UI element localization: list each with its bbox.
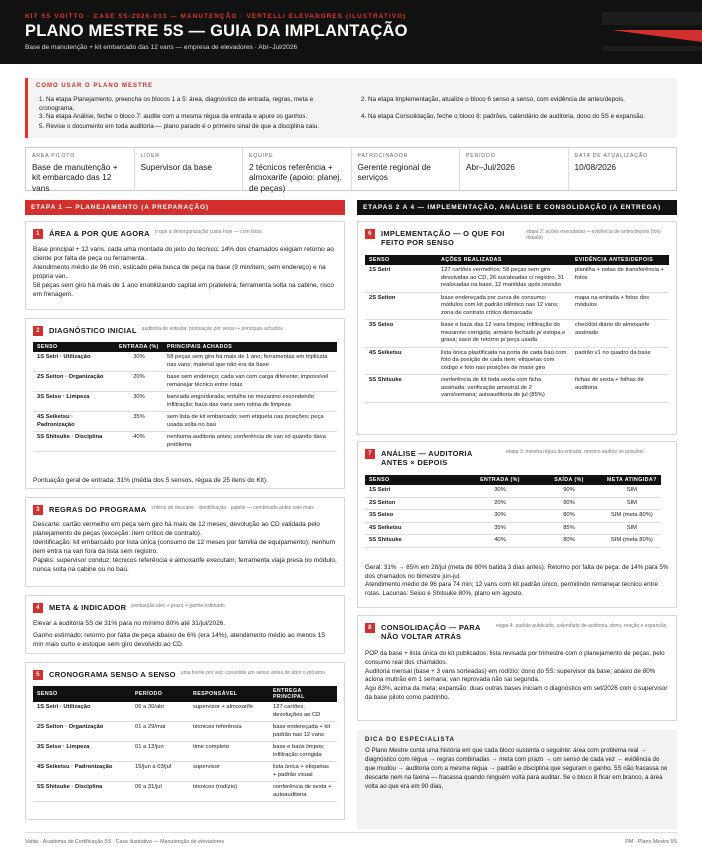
table-cell: 127 cartões; devoluções ao CD — [269, 702, 337, 722]
table-row — [365, 292, 669, 320]
page-subtitle: Base de manutenção + kit embarcado das 12 vans — empresa de elevadores · Abr–Jul/2026 — [25, 44, 298, 51]
table-cell: 30% — [115, 352, 163, 372]
table-row — [33, 392, 337, 412]
table-cell: supervisor — [189, 762, 269, 782]
table-cell: conferência de sexta + autoauditoria — [269, 782, 337, 802]
text: Geral: 31% → 85% em 28/jul (meta de 80% batida 3 dias antes). Retorno por falta de peça: de 14% para 5% dos chamados no bimestre jun-jul. — [365, 564, 669, 580]
meta-period — [460, 148, 569, 190]
table-row — [365, 522, 661, 535]
table-cell: 01 a 12/jun — [131, 742, 189, 762]
block-diagnosis — [25, 318, 345, 489]
table-cell: SIM — [603, 522, 661, 535]
table-header: SENSO — [33, 686, 131, 702]
table-header: META ATINGIDA? — [603, 475, 661, 485]
text: POP da base + lista única do kit publicados; lista revisada por trimestre com o planejamento de peças, pelo consumo real dos chamados. — [365, 650, 665, 666]
page-title: PLANO MESTRE 5S — GUIA DA IMPLANTAÇÃO — [25, 22, 408, 40]
block-number: 6 — [365, 229, 375, 239]
text: Auditoria mensal (base + 3 vans sorteadas) em rodízio; dono do 5S: supervisor da base; abaixo de 80% aciona mutirão em 1 semana; van reprovada não sai segunda. — [365, 667, 656, 684]
table-row — [365, 320, 669, 348]
table-cell: 5S Shitsuke — [365, 375, 437, 403]
text: Base de manutenção + kit embarcado das 12 vans — [32, 162, 118, 193]
table-cell: 1S Seiri · Utilização — [33, 352, 115, 372]
meta-leader — [135, 148, 244, 190]
block-number: 2 — [33, 326, 43, 336]
how-to-heading: COMO USAR O PLANO MESTRE — [36, 83, 154, 89]
block-number: 7 — [365, 449, 375, 459]
block-analysis — [357, 441, 677, 608]
text: critério de descarte · identificação · papéis — combinado antes vale mais — [151, 505, 314, 511]
table-cell: 20% — [115, 372, 163, 392]
table-header: ENTREGA PRINCIPAL — [269, 686, 337, 702]
footer-right: PM · Plano Mestre 5S — [625, 839, 677, 845]
table-cell: time completo — [189, 742, 269, 762]
block-area — [25, 221, 345, 310]
text: Supervisor da base — [140, 162, 212, 172]
table-row — [33, 782, 337, 802]
table-row — [33, 352, 337, 372]
block-number: 5 — [33, 670, 43, 680]
expert-tip-text: O Plano Mestre conta uma história em que cada bloco sustenta o seguinte: área com problema real → diagnóstico com régua → regras combinadas → meta com prazo → um senso de cada vez → evidência do que mudou → auditoria com a mesma régua → padrão e disciplina que seguram o ganho. 5S não fracassa no descarte nem na faxina — fracassa quando ninguém volta para auditar. Se o bloco 8 ficar em branco, a área volta ao que era em 90 dias. — [365, 747, 668, 790]
table-cell: 35% — [465, 522, 535, 535]
text: REGRAS DO PROGRAMA — [49, 505, 147, 514]
block-number: 8 — [365, 623, 375, 633]
table-cell: 90% — [535, 497, 603, 510]
meta-update-date — [569, 148, 677, 190]
table-cell: 80% — [535, 510, 603, 523]
table-cell: 1S Seiri · Utilização — [33, 702, 131, 722]
text: LÍDER — [140, 153, 160, 159]
header-decoration — [582, 0, 702, 64]
text: Atendimento médio de 96 para 74 min; 12 vans com kit padrão único, permitindo remanejar técnico entre rotas. Lacunas: Seiso e Shitsuke 80%, plano em agosto. — [365, 581, 658, 597]
table-row — [33, 722, 337, 742]
text: Gerente regional de serviços — [357, 162, 431, 183]
table-cell: padrão v1 no quadro da base — [571, 347, 669, 375]
page-footer — [25, 832, 677, 845]
text: 58 peças sem giro há mais de 1 ano imobilizando capital em prateleira; ferramenta solta na cabine, risco em frenagem. — [33, 282, 334, 298]
table-cell: 40% — [115, 432, 163, 452]
table-cell: base endereçada + kit padrão nas 12 vans — [269, 722, 337, 742]
table-cell: fichas de sexta + folhas de auditoria — [571, 375, 669, 403]
table-cell: 2S Seiton — [365, 292, 437, 320]
text: Descarte: cartão vermelho em peça sem giro há mais de 12 meses; devolução ao CD validada pelo planejamento de peças (exceção: item crítico de contrato). — [33, 521, 320, 537]
table-row — [33, 702, 337, 722]
table-cell: base e baús limpos; infiltração corrigida — [269, 742, 337, 762]
table-row — [365, 535, 661, 548]
table-cell: base e baús das 12 vans limpos; infiltração do mezanino corrigida; armário fechado p/ estopa e graxa; saco de retorno p/ peça usada — [437, 320, 571, 348]
table-cell: 30% — [115, 392, 163, 412]
expert-tip-heading: DICA DO ESPECIALISTA — [365, 737, 456, 743]
table-cell: 5S Shitsuke · Disciplina — [33, 782, 131, 802]
table-row — [365, 375, 669, 403]
text: etapa 2: ações executadas + evidência de antes/depois (foto datada) — [526, 229, 661, 241]
implementation-table — [365, 255, 669, 403]
diagnosis-table — [33, 342, 337, 452]
text: EQUIPE — [249, 153, 274, 159]
table-cell: 2S Seiton · Organização — [33, 722, 131, 742]
page-header — [0, 0, 702, 64]
table-cell: mapa na entrada + fotos dos módulos — [571, 292, 669, 320]
text: etapa 4: padrão publicado, calendário de auditoria, dono, reação e expansão — [496, 623, 667, 629]
text: Identificação: kit embarcado por lista única (consumo de 12 meses por família de equipamento); nenhum item entra na van fora da lista sem registro. — [33, 539, 336, 555]
block-number: 3 — [33, 505, 43, 515]
table-cell: 15/jun a 03/jul — [131, 762, 189, 782]
how-to-item: 1. Na etapa Planejamento, preencha os blocos 1 a 5: área, diagnóstico de entrada, regras, meta e cronograma. — [39, 96, 314, 112]
table-cell: checklist diário do almoxarife assinado — [571, 320, 669, 348]
table-cell: 90% — [535, 485, 603, 497]
text: pontuação alvo + prazo + ganho estimado — [131, 603, 225, 609]
table-header: PERÍODO — [131, 686, 189, 702]
how-to-item: 3. Na etapa Análise, feche o bloco 7: audite com a mesma régua da entrada e apure os ganhos. — [39, 113, 308, 120]
text: ÁREA & POR QUE AGORA — [49, 229, 150, 238]
table-row — [365, 485, 661, 497]
table-cell: 3S Seiso — [365, 320, 437, 348]
table-cell: 3S Seiso · Limpeza — [33, 392, 115, 412]
text: ÁREA PILOTO — [32, 153, 76, 159]
schedule-table — [33, 686, 337, 802]
table-row — [33, 432, 337, 452]
text: o que a desorganização custa hoje — com fatos — [154, 229, 262, 235]
table-header: SAÍDA (%) — [535, 475, 603, 485]
text: ANÁLISE — AUDITORIA ANTES × DEPOIS — [381, 449, 473, 467]
table-cell: SIM — [603, 485, 661, 497]
table-cell: 58 peças sem giro há mais de 1 ano; ferramentas em triplicata nas vans; material que não era da base — [163, 352, 337, 372]
table-cell: 1S Seiri — [365, 485, 465, 497]
table-header: AÇÕES REALIZADAS — [437, 255, 571, 265]
table-cell: 2S Seiton — [365, 497, 465, 510]
block-goal — [25, 595, 345, 654]
table-row — [33, 412, 337, 432]
how-to-box — [25, 78, 677, 138]
table-cell: base sem endereço; cada van com carga diferente; impossível remanejar técnico entre rotas — [163, 372, 337, 392]
table-row — [365, 497, 661, 510]
table-cell: 06 a 31/jul — [131, 782, 189, 802]
text: uma frente por vez: consolide um senso antes de abrir o próximo — [180, 670, 325, 676]
stage1-bar: ETAPA 1 — PLANEJAMENTO (A PREPARAÇÃO) — [25, 200, 345, 215]
block-number: 1 — [33, 229, 43, 239]
text: DIAGNÓSTICO INICIAL — [49, 326, 137, 335]
table-cell: 1S Seiri — [365, 265, 437, 292]
table-header: SENSO — [33, 342, 115, 352]
expert-tip — [357, 730, 677, 829]
table-cell: 3S Seiso · Limpeza — [33, 742, 131, 762]
table-cell: 4S Seiketsu · Padronização — [33, 412, 115, 432]
text: PERÍODO — [466, 153, 496, 159]
table-cell: SIM (meta 80%) — [603, 510, 661, 523]
table-header: EVIDÊNCIA ANTES/DEPOIS — [571, 255, 669, 265]
table-cell: planilha + notas de transferência + fotos — [571, 265, 669, 292]
text: auditoria de entrada: pontuação por senso + principais achados — [141, 326, 283, 332]
analysis-table — [365, 475, 661, 548]
how-to-item: 4. Na etapa Consolidação, feche o bloco 8: padrões, calendário de auditoria, dono do 5S e expansão. — [361, 113, 645, 120]
table-cell: 4S Seiketsu · Padronização — [33, 762, 131, 782]
text: Ago 83%, acima da meta; expansão: duas outras bases iniciam o diagnóstico em set/2026 com o supervisor da base piloto como padrinho. — [365, 685, 668, 701]
table-cell: SIM (meta 80%) — [603, 535, 661, 548]
table-cell: conferência de kit toda sexta com ficha assinada; verificação amostral de 2 vans/semana; autoauditoria de jul (85%) — [437, 375, 571, 403]
table-cell: 20% — [465, 497, 535, 510]
text: Papéis: supervisor conduz; técnicos referência e almoxarife executam; ferramenta viaja presa no módulo, nunca solta na cabine ou no baú. — [33, 557, 337, 573]
table-cell: 2S Seiton · Organização — [33, 372, 115, 392]
table-row — [33, 762, 337, 782]
meta-sponsor — [352, 148, 461, 190]
table-cell: 40% — [465, 535, 535, 548]
table-cell: SIM — [603, 497, 661, 510]
table-cell: lista única plastificada na porta de cada baú com foto da posição de cada item; etiquetas com código e foto nas posições de maior giro — [437, 347, 571, 375]
table-cell: 3S Seiso — [365, 510, 465, 523]
table-cell: 85% — [535, 522, 603, 535]
block-implementation — [357, 221, 677, 435]
block-schedule — [25, 662, 345, 820]
text: PATROCINADOR — [357, 153, 409, 159]
text: 10/08/2026 — [574, 162, 617, 172]
table-cell: lista única + etiquetas + padrão visual — [269, 762, 337, 782]
text: DATA DE ATUALIZAÇÃO — [574, 153, 648, 159]
text: Elevar a auditoria 5S de 31% para no mínimo 80% até 31/jul/2026. — [33, 620, 226, 627]
table-cell: 4S Seiketsu — [365, 522, 465, 535]
text: Abr–Jul/2026 — [466, 162, 515, 172]
text: META & INDICADOR — [49, 603, 127, 612]
header-kicker: KIT 5S VOITTO · CASE 5S-2026-013 — MANUTENÇÃO · VERTELLI ELEVADORES (ILUSTRATIVO) — [25, 13, 407, 20]
block-rules — [25, 497, 345, 587]
table-header: SENSO — [365, 255, 437, 265]
table-row — [365, 265, 669, 292]
how-to-item: 5. Revise o documento em toda auditoria — plano parado é o primeiro sinal de que a disciplina caiu. — [39, 123, 320, 130]
text: Atendimento médio de 96 min, esticado pela busca de peça na base (9 min/item, sem endereço) e na própria van. — [33, 264, 326, 280]
text: 2 técnicos referência + almoxarife (apoio: planej. de peças) — [249, 162, 342, 193]
table-cell: 127 cartões vermelhos: 58 peças sem giro devolvidas ao CD, 26 sucateadas c/ registro, 31 realocadas na base, 12 mantidas após revisão — [437, 265, 571, 292]
table-cell: 30% — [465, 485, 535, 497]
table-cell: técnicos (rodízio) — [189, 782, 269, 802]
block-number: 4 — [33, 603, 43, 613]
text: CONSOLIDAÇÃO — PARA NÃO VOLTAR ATRÁS — [381, 623, 481, 641]
table-row — [365, 510, 661, 523]
table-cell: 5S Shitsuke — [365, 535, 465, 548]
table-row — [33, 742, 337, 762]
table-header: SENSO — [365, 475, 465, 485]
table-cell: 06 a 30/abr — [131, 702, 189, 722]
table-cell: técnicos referência — [189, 722, 269, 742]
text: etapa 3: mesma régua da entrada, mesmo auditor se possível — [506, 449, 644, 455]
text: CRONOGRAMA SENSO A SENSO — [49, 670, 176, 679]
table-cell: 5S Shitsuke · Disciplina — [33, 432, 115, 452]
text: Base principal + 12 vans, cada uma montada do jeito do técnico: 14% dos chamados exigiam retorno ao cliente por falta de peça ou ferramenta. — [33, 246, 334, 262]
stage2-bar: ETAPAS 2 A 4 — IMPLEMENTAÇÃO, ANÁLISE E CONSOLIDAÇÃO (A ENTREGA) — [357, 200, 677, 215]
table-header: PRINCIPAIS ACHADOS — [163, 342, 337, 352]
project-meta — [25, 147, 677, 191]
how-to-item: 2. Na etapa Implementação, atualize o bloco 6 senso a senso, com evidência de antes/depois. — [361, 96, 625, 103]
table-cell: base endereçada por curva de consumo; módulos com kit padrão idêntico nas 12 vans; zona de contrato crítico demarcada — [437, 292, 571, 320]
table-cell: 4S Seiketsu — [365, 347, 437, 375]
diagnosis-total: Pontuação geral de entrada: 31% (média dos 5 sensos, régua de 25 itens do Kit). — [33, 477, 268, 484]
table-row — [33, 372, 337, 392]
footer-left: Voitto · Academia de Certificação 5S · Case ilustrativo — Manutenção de elevadores — [25, 839, 225, 845]
table-cell: 30% — [465, 510, 535, 523]
table-cell: 80% — [535, 535, 603, 548]
text: Ganho estimado: retorno por falta de peça abaixo de 6% (era 14%), atendimento médio ao menos 15 min mais curto e estoque sem giro devolvido ao CD. — [33, 632, 325, 648]
text: IMPLEMENTAÇÃO — O QUE FOI FEITO POR SENSO — [381, 229, 505, 247]
table-cell: sem lista de kit embarcado; sem etiqueta nas posições; peça usada solta no baú — [163, 412, 337, 432]
block-consolidation — [357, 615, 677, 721]
meta-team — [243, 148, 352, 193]
meta-area — [26, 148, 135, 193]
table-row — [365, 347, 669, 375]
table-cell: bancada engordurada; entulho no mezanino escondendo infiltração; baús das vans sem rotina de limpeza — [163, 392, 337, 412]
table-header: ENTRADA (%) — [465, 475, 535, 485]
table-cell: nenhuma auditoria antes; conferência de van só quando dava problema — [163, 432, 337, 452]
table-cell: supervisor + almoxarife — [189, 702, 269, 722]
table-cell: 35% — [115, 412, 163, 432]
table-header: RESPONSÁVEL — [189, 686, 269, 702]
table-cell: 01 a 29/mai — [131, 722, 189, 742]
table-header: ENTRADA (%) — [115, 342, 163, 352]
